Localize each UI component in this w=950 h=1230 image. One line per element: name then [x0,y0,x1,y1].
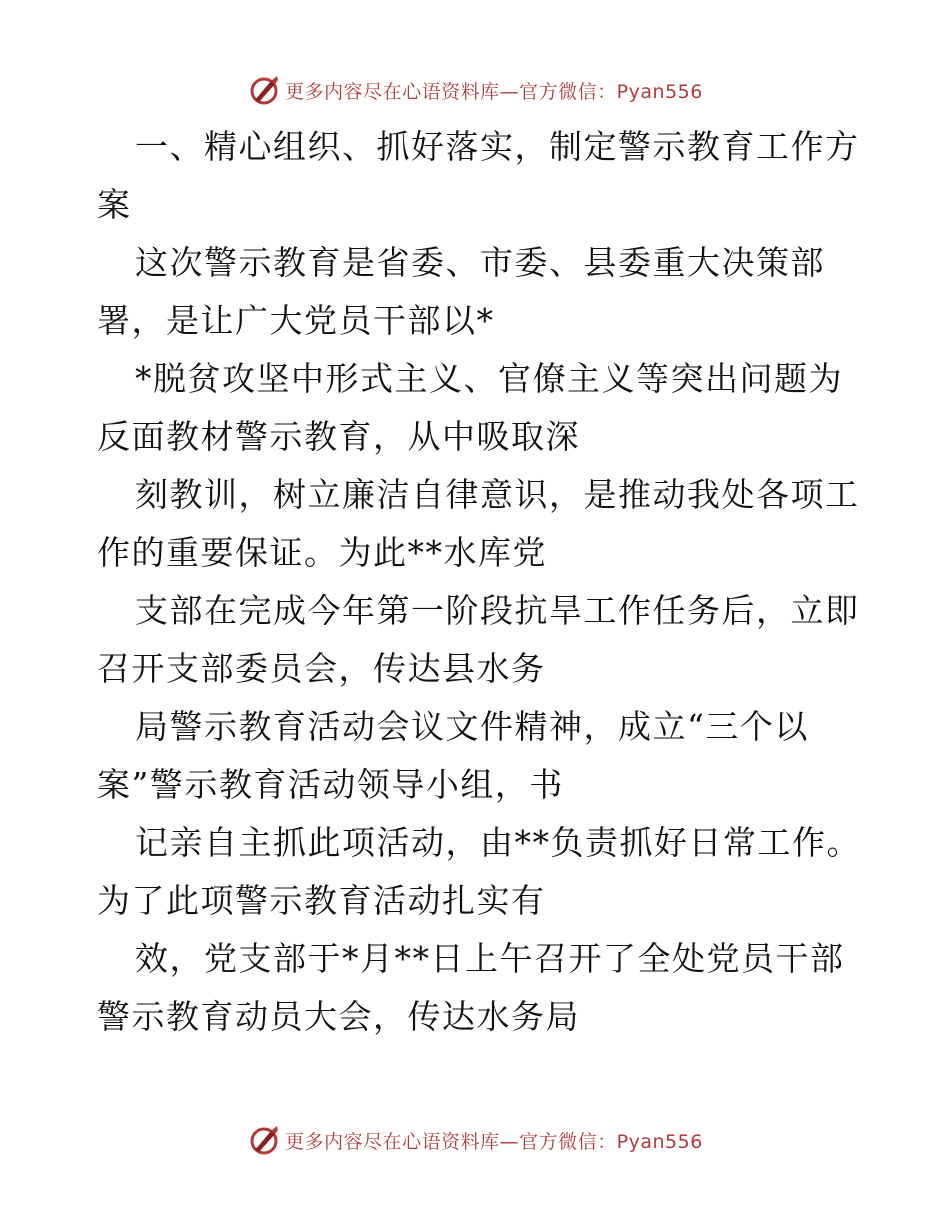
paragraph-5 [97,582,860,698]
paragraph-line: 警示教育动员大会，传达水务局 [97,997,580,1036]
paragraph-2 [97,234,857,350]
paragraph-line: 案 [97,185,132,224]
paragraph-line: 局警示教育活动会议文件精神，成立“三个以 [135,707,809,746]
paragraph-3 [97,350,857,466]
watermark-text: 更多内容尽在心语资料库—官方微信：Pyan556 [285,1130,703,1153]
paragraph-line: 记亲自主抓此项活动，由**负责抓好日常工作。 [135,823,861,862]
paragraph-line: 召开支部委员会，传达县水务 [97,649,546,688]
paragraph-line: 案”警示教育活动领导小组，书 [97,765,564,804]
paragraph-4 [97,466,860,582]
paragraph-line: 署，是让广大党员干部以* [97,301,495,340]
paragraph-line: 这次警示教育是省委、市委、县委重大决策部 [135,243,825,282]
watermark-footer [0,1120,950,1160]
watermark-header [0,70,950,110]
watermark-text: 更多内容尽在心语资料库—官方微信：Pyan556 [285,80,703,103]
paragraph-line: 为了此项警示教育活动扎实有 [97,881,546,920]
paragraph-line: 刻教训，树立廉洁自律意识，是推动我处各项工 [135,475,860,514]
paragraph-line: 一、精心组织、抓好落实，制定警示教育工作方 [135,127,860,166]
paragraph-line: 反面教材警示教育，从中吸取深 [97,417,580,456]
paragraph-line: 支部在完成今年第一阶段抗旱工作任务后，立即 [135,591,860,630]
paragraph-6 [97,698,857,814]
document-body [97,118,861,1046]
paragraph-line: *脱贫攻坚中形式主义、官僚主义等突出问题为 [135,359,843,398]
paragraph-7 [97,814,861,930]
paragraph-line: 效，党支部于*月**日上午召开了全处党员干部 [135,939,845,978]
pen-circle-logo-icon [247,1123,281,1157]
paragraph-line: 作的重要保证。为此**水库党 [97,533,547,572]
paragraph-1 [97,118,860,234]
pen-circle-logo-icon [247,73,281,107]
paragraph-8 [97,930,857,1046]
